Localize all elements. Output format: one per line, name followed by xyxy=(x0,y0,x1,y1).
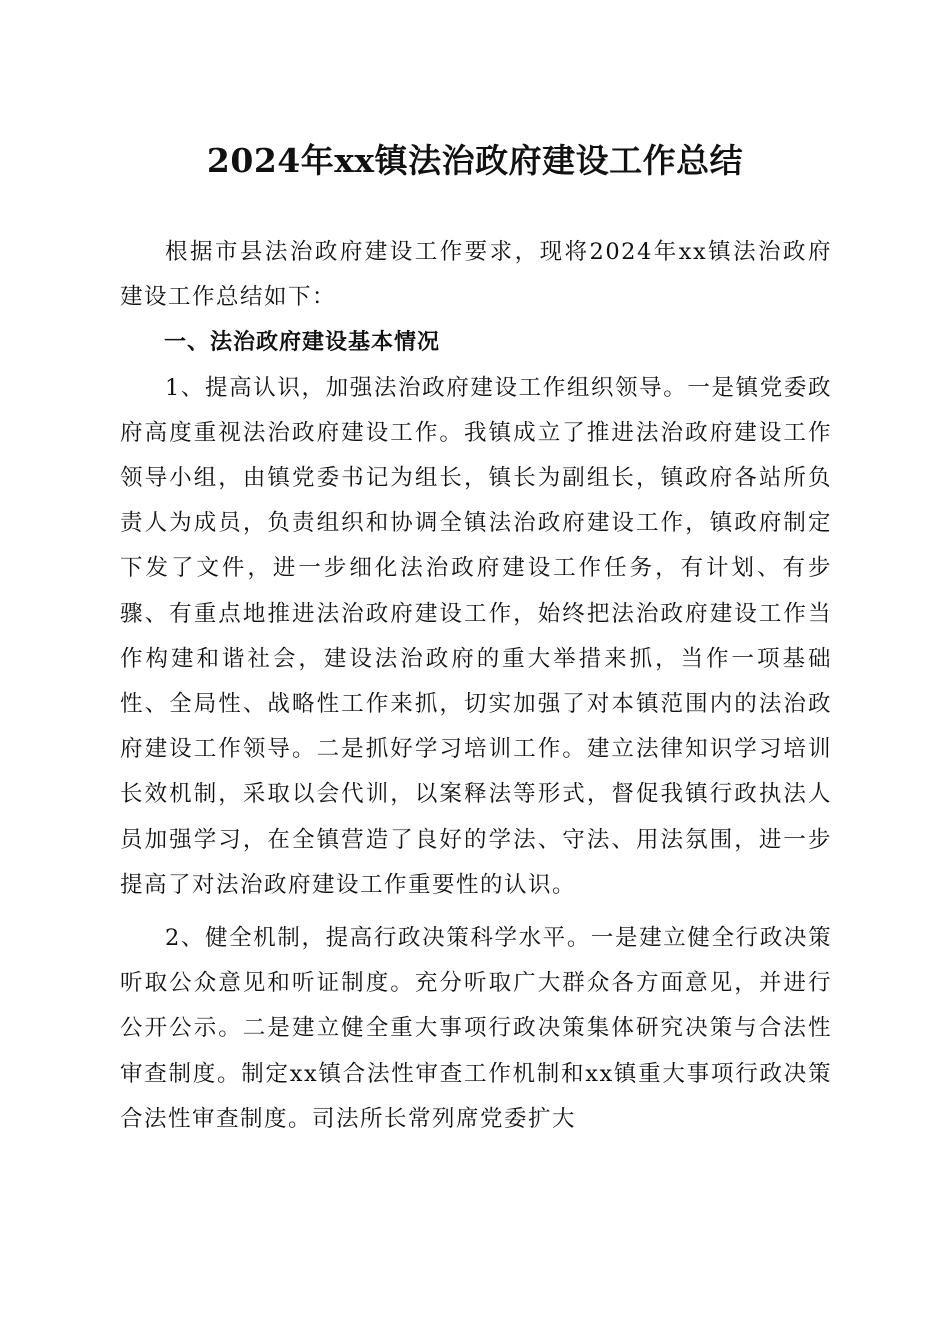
body-paragraph: 2、健全机制，提高行政决策科学水平。一是建立健全行政决策听取公众意见和听证制度。充分听取广大群众各方面意见，并进行公开公示。二是建立健全重大事项行政决策集体研究决策与合法性审查制度。制定xx镇合法性审查工作机制和xx镇重大事项行政决策合法性审查制度。司法所长常列席党委扩大 xyxy=(120,925,832,1132)
document-title: 2024年xx镇法治政府建设工作总结 xyxy=(206,141,744,180)
intro-paragraph: 根据市县法治政府建设工作要求，现将2024年xx镇法治政府建设工作总结如下： xyxy=(120,239,832,311)
body-paragraph: 1、提高认识，加强法治政府建设工作组织领导。一是镇党委政府高度重视法治政府建设工作。我镇成立了推进法治政府建设工作领导小组，由镇党委书记为组长，镇长为副组长，镇政府各站所负责人为成员，负责组织和协调全镇法治政府建设工作，镇政府制定下发了文件，进一步细化法治政府建设工作任务，有计划、有步骤、有重点地推进法治政府建设工作，始终把法治政府建设工作当作构建和谐社会，建设法治政府的重大举措来抓，当作一项基础性、全局性、战略性工作来抓，切实加强了对本镇范围内的法治政府建设工作领导。二是抓好学习培训工作。建立法律知识学习培训长效机制，采取以会代训，以案释法等形式，督促我镇行政执法人员加强学习，在全镇营造了良好的学法、守法、用法氛围，进一步提高了对法治政府建设工作重要性的认识。 xyxy=(120,374,832,898)
section-heading: 一、法治政府建设基本情况 xyxy=(164,330,441,356)
document-body xyxy=(120,230,832,1142)
